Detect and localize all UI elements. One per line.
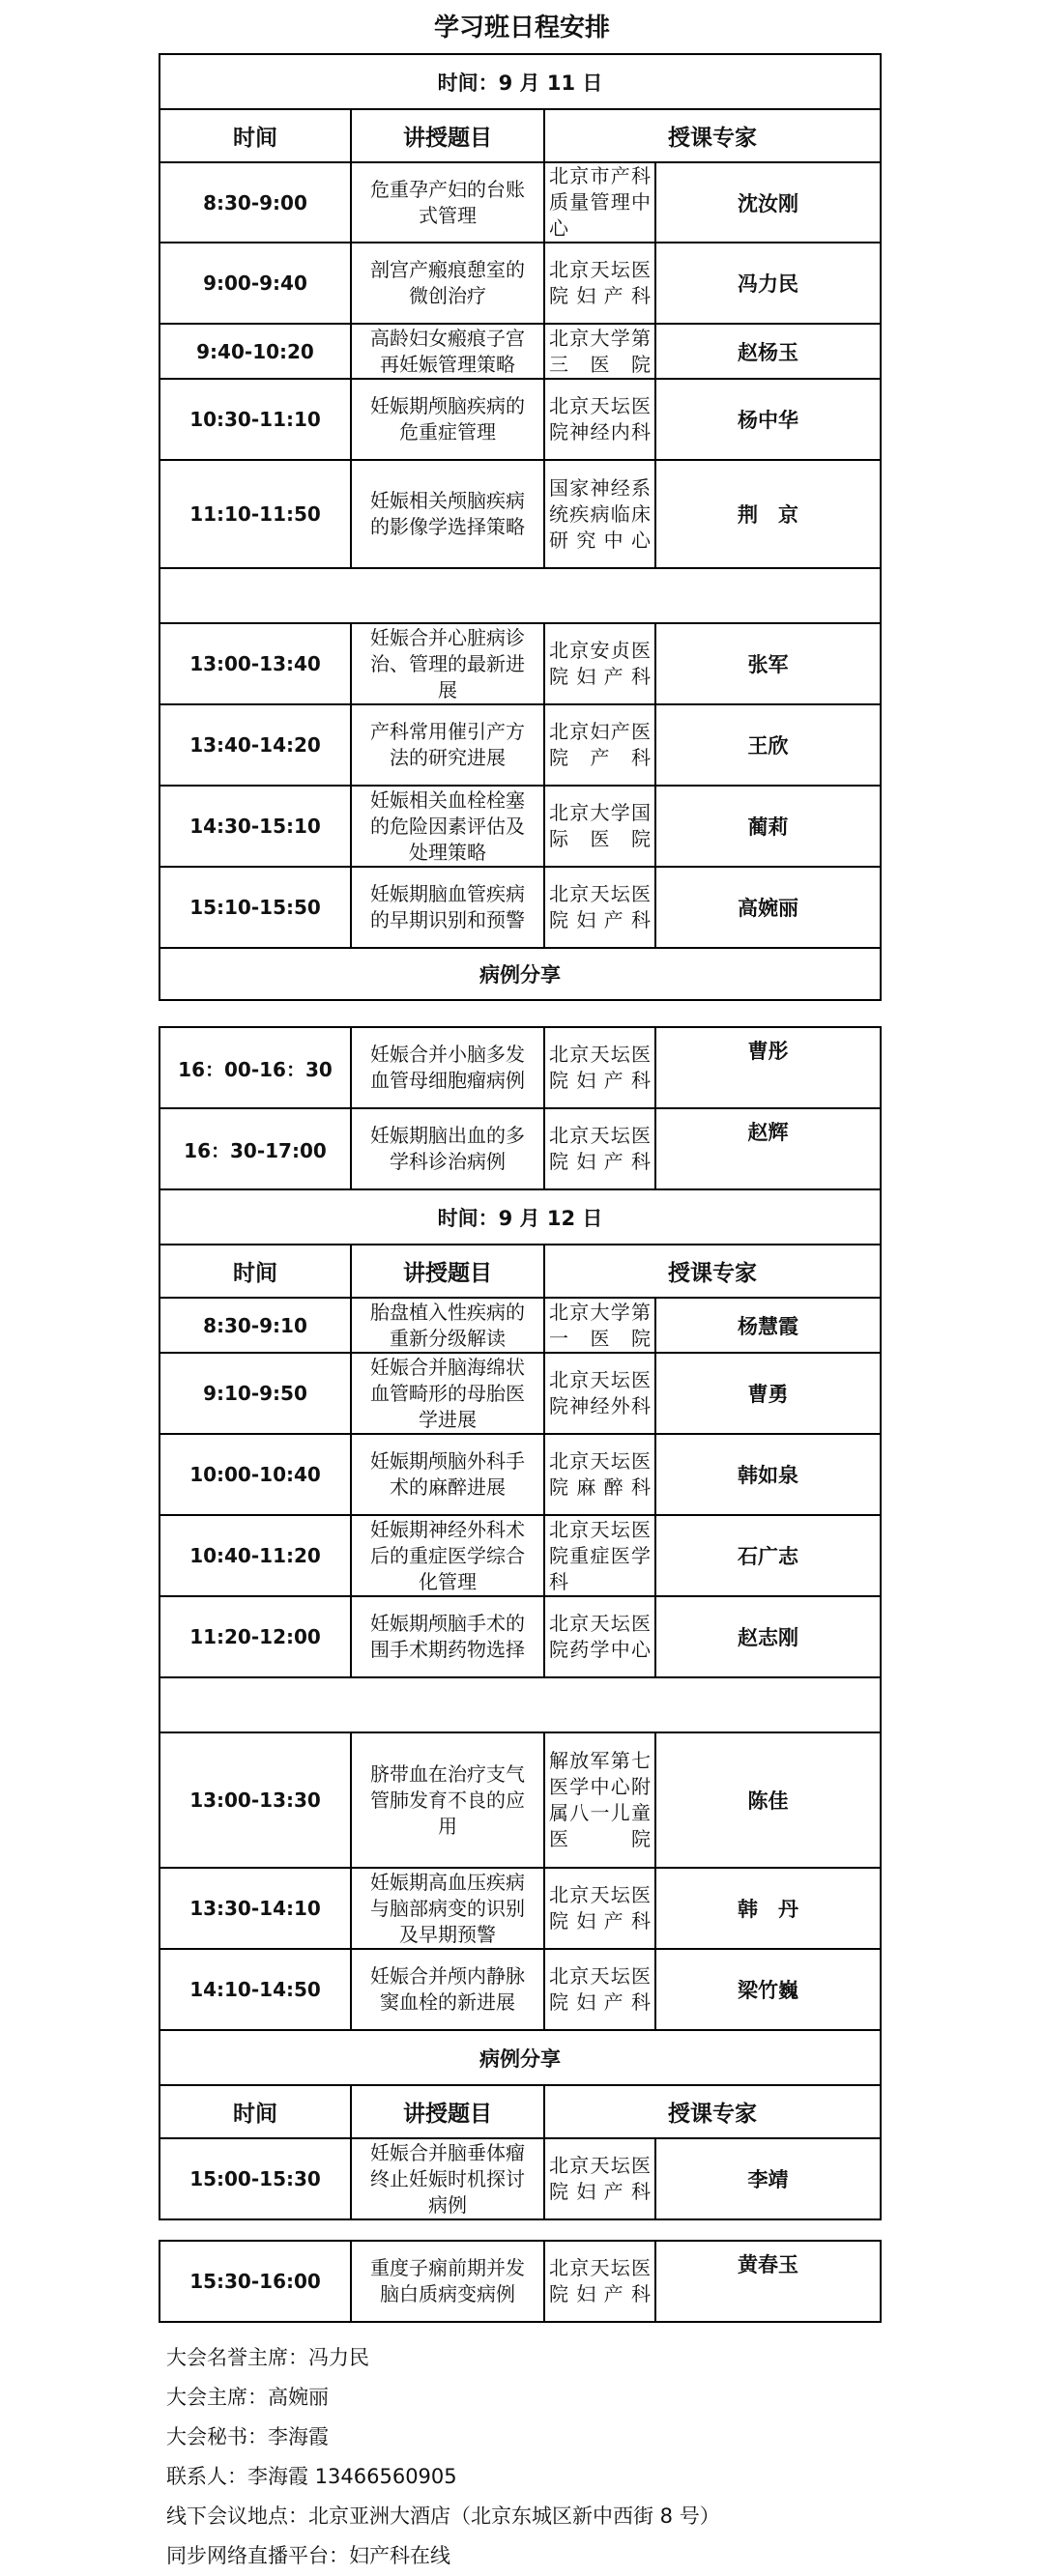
schedule-row	[160, 379, 881, 460]
session-time: 10:00-10:40	[160, 1434, 351, 1515]
session-topic: 妊娠合并颅内静脉窦血栓的新进展	[351, 1949, 544, 2030]
schedule-row	[160, 460, 881, 568]
session-expert: 赵杨玉	[655, 324, 881, 379]
schedule-row	[160, 1434, 881, 1515]
schedule-row	[160, 704, 881, 786]
session-expert: 高婉丽	[655, 867, 881, 948]
session-expert: 张军	[655, 623, 881, 704]
session-institution: 北京市产科质量管理中心	[544, 162, 655, 243]
secretary: 大会秘书：李海霞	[166, 2425, 329, 2448]
session-institution: 北京天坛医院神经内科	[544, 379, 655, 460]
schedule-row	[160, 1868, 881, 1949]
venue: 线下会议地点：北京亚洲大酒店（北京东城区新中西街 8 号）	[166, 2504, 720, 2528]
session-topic: 妊娠期神经外科术后的重症医学综合化管理	[351, 1515, 544, 1596]
chair: 大会主席：高婉丽	[166, 2386, 329, 2409]
header-expert: 授课专家	[544, 2085, 881, 2138]
break-row	[160, 568, 881, 623]
session-topic: 妊娠期颅脑外科手术的麻醉进展	[351, 1434, 544, 1515]
session-time: 9:00-9:40	[160, 243, 351, 324]
session-expert: 梁竹巍	[655, 1949, 881, 2030]
session-institution: 国家神经系统疾病临床研究中心	[544, 460, 655, 568]
session-topic: 妊娠期脑出血的多学科诊治病例	[351, 1108, 544, 1189]
schedule-row	[160, 1027, 881, 1108]
session-time: 13:40-14:20	[160, 704, 351, 786]
date-row: 时间：9 月 11 日	[160, 54, 881, 109]
session-topic: 妊娠相关颅脑疾病的影像学选择策略	[351, 460, 544, 568]
session-expert: 蔺莉	[655, 786, 881, 867]
session-expert: 曹彤	[655, 1027, 881, 1108]
schedule-row	[160, 1949, 881, 2030]
schedule-row	[160, 1298, 881, 1353]
session-topic: 妊娠合并脑海绵状血管畸形的母胎医学进展	[351, 1353, 544, 1434]
session-institution: 北京大学第三医院	[544, 324, 655, 379]
session-time: 14:10-14:50	[160, 1949, 351, 2030]
session-topic: 危重孕产妇的台账式管理	[351, 162, 544, 243]
honorary-chair: 大会名誉主席：冯力民	[166, 2346, 369, 2369]
schedule-row	[160, 1353, 881, 1434]
session-time: 15:00-15:30	[160, 2138, 351, 2219]
session-time: 9:10-9:50	[160, 1353, 351, 1434]
session-time: 11:20-12:00	[160, 1596, 351, 1677]
live-platform: 同步网络直播平台：妇产科在线	[166, 2544, 450, 2567]
session-expert: 赵志刚	[655, 1596, 881, 1677]
session-time: 13:30-14:10	[160, 1868, 351, 1949]
session-time: 8:30-9:10	[160, 1298, 351, 1353]
session-expert: 曹勇	[655, 1353, 881, 1434]
session-institution: 北京天坛医院麻醉科	[544, 1434, 655, 1515]
session-institution: 北京天坛医院妇产科	[544, 1108, 655, 1189]
page-title: 学习班日程安排	[433, 14, 610, 43]
session-topic: 妊娠期高血压疾病与脑部病变的识别及早期预警	[351, 1868, 544, 1949]
session-time: 15:10-15:50	[160, 867, 351, 948]
session-time: 14:30-15:10	[160, 786, 351, 867]
session-time: 8:30-9:00	[160, 162, 351, 243]
session-institution: 北京天坛医院妇产科	[544, 243, 655, 324]
session-institution: 北京天坛医院妇产科	[544, 2138, 655, 2219]
case-share-row: 病例分享	[160, 948, 881, 1000]
schedule-row	[160, 1515, 881, 1596]
schedule-row	[160, 324, 881, 379]
session-institution: 北京天坛医院药学中心	[544, 1596, 655, 1677]
session-time: 15:30-16:00	[160, 2241, 351, 2322]
session-institution: 北京大学国际医院	[544, 786, 655, 867]
session-expert: 石广志	[655, 1515, 881, 1596]
header-time: 时间	[160, 1245, 351, 1298]
session-time: 16：00-16：30	[160, 1027, 351, 1108]
session-expert: 韩如泉	[655, 1434, 881, 1515]
session-expert: 黄春玉	[655, 2241, 881, 2322]
session-institution: 北京大学第一医院	[544, 1298, 655, 1353]
schedule-table-day1	[159, 53, 882, 1001]
schedule-row	[160, 1732, 881, 1868]
session-expert: 赵辉	[655, 1108, 881, 1189]
case-share-row: 病例分享	[160, 2030, 881, 2085]
session-topic: 妊娠期颅脑手术的围手术期药物选择	[351, 1596, 544, 1677]
header-time: 时间	[160, 2085, 351, 2138]
session-time: 13:00-13:40	[160, 623, 351, 704]
session-topic: 高龄妇女瘢痕子宫再妊娠管理策略	[351, 324, 544, 379]
session-topic: 妊娠期颅脑疾病的危重症管理	[351, 379, 544, 460]
schedule-row	[160, 243, 881, 324]
session-expert: 杨中华	[655, 379, 881, 460]
session-expert: 李靖	[655, 2138, 881, 2219]
session-expert: 韩 丹	[655, 1868, 881, 1949]
session-time: 10:30-11:10	[160, 379, 351, 460]
schedule-row	[160, 786, 881, 867]
session-institution: 北京妇产医院产科	[544, 704, 655, 786]
schedule-row	[160, 162, 881, 243]
header-topic: 讲授题目	[351, 109, 544, 162]
session-expert: 陈佳	[655, 1732, 881, 1868]
session-institution: 北京天坛医院妇产科	[544, 2241, 655, 2322]
schedule-row	[160, 2241, 881, 2322]
session-institution: 北京天坛医院神经外科	[544, 1353, 655, 1434]
session-topic: 妊娠合并脑垂体瘤终止妊娠时机探讨病例	[351, 2138, 544, 2219]
session-expert: 沈汝刚	[655, 162, 881, 243]
header-topic: 讲授题目	[351, 2085, 544, 2138]
session-institution: 北京天坛医院妇产科	[544, 867, 655, 948]
session-topic: 妊娠期脑血管疾病的早期识别和预警	[351, 867, 544, 948]
date-row: 时间：9 月 12 日	[160, 1189, 881, 1245]
schedule-row	[160, 623, 881, 704]
session-topic: 重度子痫前期并发脑白质病变病例	[351, 2241, 544, 2322]
session-institution: 北京天坛医院妇产科	[544, 1949, 655, 2030]
session-expert: 荆 京	[655, 460, 881, 568]
session-institution: 北京安贞医院妇产科	[544, 623, 655, 704]
session-institution: 解放军第七医学中心附属八一儿童医院	[544, 1732, 655, 1868]
session-topic: 妊娠合并心脏病诊治、管理的最新进展	[351, 623, 544, 704]
session-time: 13:00-13:30	[160, 1732, 351, 1868]
session-topic: 胎盘植入性疾病的重新分级解读	[351, 1298, 544, 1353]
schedule-table-last	[159, 2240, 882, 2323]
schedule-row	[160, 867, 881, 948]
session-topic: 剖宫产瘢痕憩室的微创治疗	[351, 243, 544, 324]
schedule-table-day2	[159, 1026, 882, 2220]
session-time: 10:40-11:20	[160, 1515, 351, 1596]
session-time: 9:40-10:20	[160, 324, 351, 379]
session-expert: 冯力民	[655, 243, 881, 324]
session-topic: 妊娠相关血栓栓塞的危险因素评估及处理策略	[351, 786, 544, 867]
footer-info	[166, 2338, 1017, 2576]
session-time: 16：30-17:00	[160, 1108, 351, 1189]
session-institution: 北京天坛医院妇产科	[544, 1027, 655, 1108]
session-expert: 杨慧霞	[655, 1298, 881, 1353]
schedule-row	[160, 1596, 881, 1677]
session-time: 11:10-11:50	[160, 460, 351, 568]
schedule-row	[160, 2138, 881, 2219]
schedule-row	[160, 1108, 881, 1189]
session-topic: 妊娠合并小脑多发血管母细胞瘤病例	[351, 1027, 544, 1108]
header-expert: 授课专家	[544, 1245, 881, 1298]
session-institution: 北京天坛医院妇产科	[544, 1868, 655, 1949]
header-expert: 授课专家	[544, 109, 881, 162]
session-institution: 北京天坛医院重症医学科	[544, 1515, 655, 1596]
contact: 联系人：李海霞 13466560905	[166, 2465, 457, 2488]
session-expert: 王欣	[655, 704, 881, 786]
header-topic: 讲授题目	[351, 1245, 544, 1298]
session-topic: 产科常用催引产方法的研究进展	[351, 704, 544, 786]
header-time: 时间	[160, 109, 351, 162]
session-topic: 脐带血在治疗支气管肺发育不良的应用	[351, 1732, 544, 1868]
break-row	[160, 1677, 881, 1732]
